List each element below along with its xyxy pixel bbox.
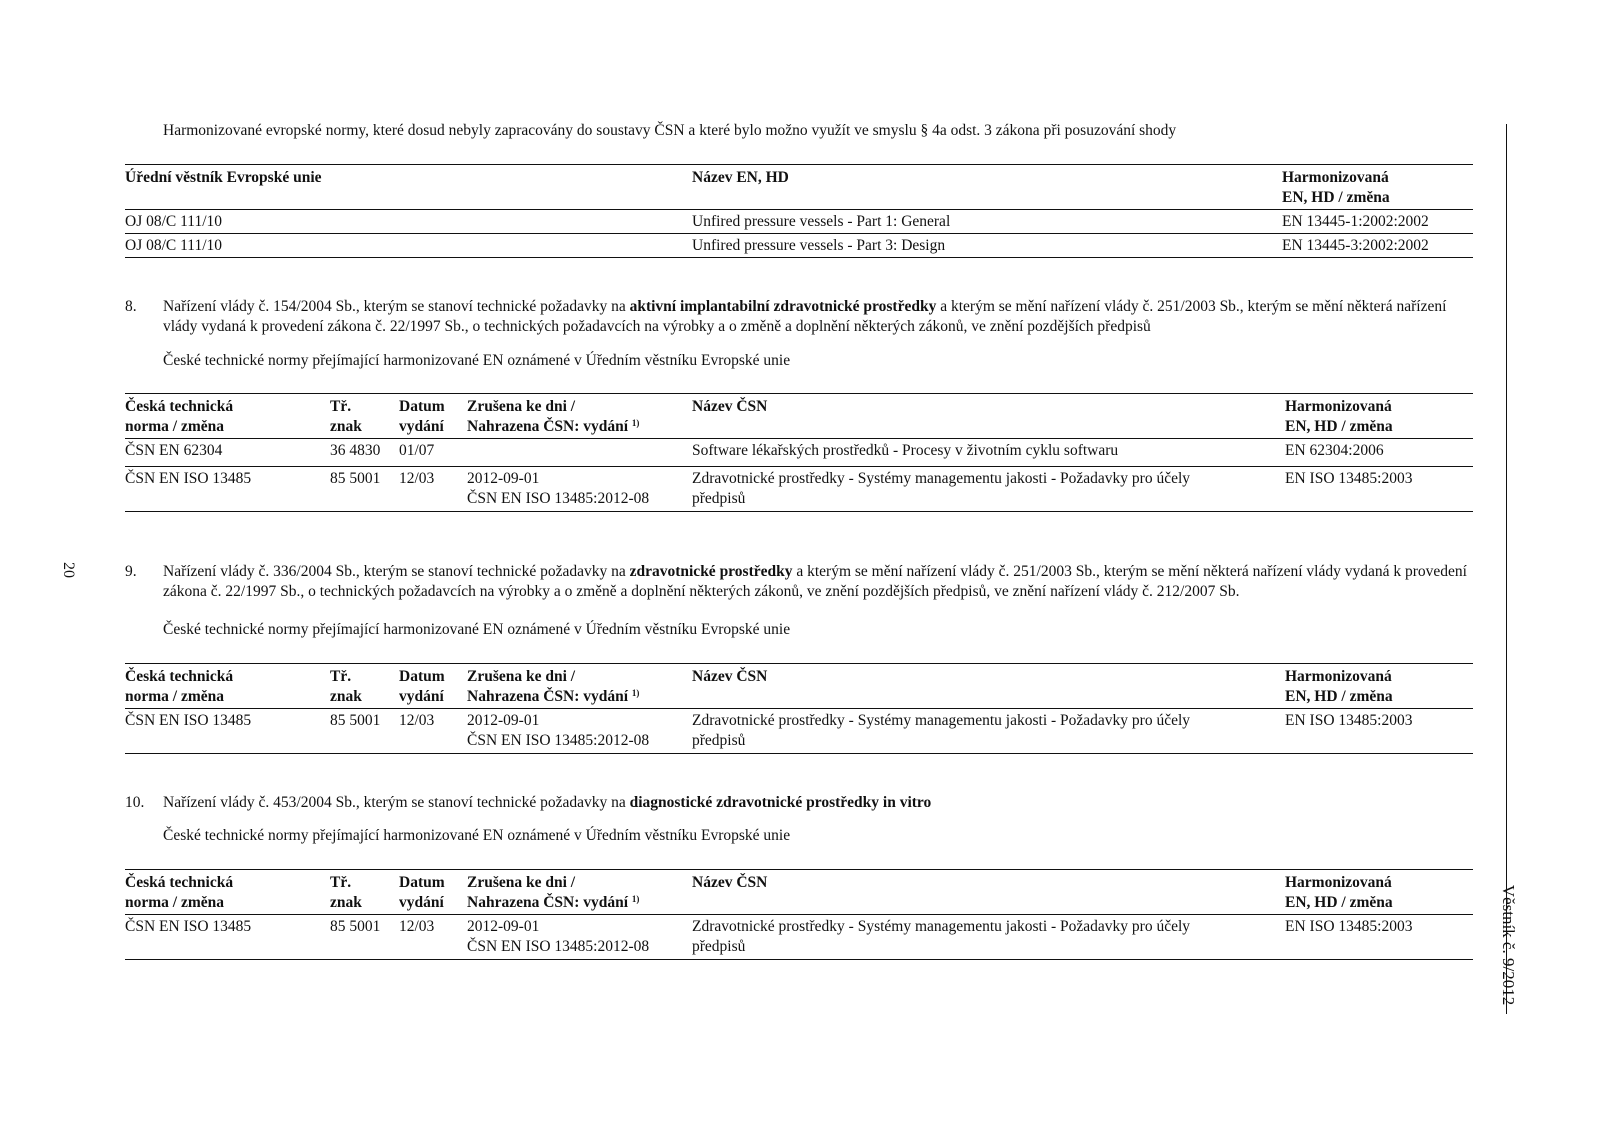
header-nazev: Název ČSN — [692, 668, 768, 685]
sub-heading: České technické normy přejímající harmonizované EN oznámené v Úředním věstníku Evropské unie — [163, 621, 791, 638]
header-datum: Datum — [399, 874, 445, 891]
table-rule — [125, 164, 1473, 165]
section-text — [163, 793, 1473, 813]
section-text-bold: diagnostické zdravotnické prostředky in vitro — [629, 794, 932, 811]
header-norma-2: norma / změna — [125, 894, 225, 911]
header-nazev: Název ČSN — [692, 398, 768, 415]
cell-nahrazena: ČSN EN ISO 13485:2012-08 — [467, 732, 650, 749]
sub-heading: České technické normy přejímající harmonizované EN oznámené v Úředním věstníku Evropské unie — [163, 352, 791, 369]
cell-znak: 85 5001 — [330, 470, 381, 487]
header-datum-2: vydání — [399, 894, 444, 911]
header-harmonized-2: EN, HD / změna — [1285, 894, 1393, 911]
table-rule — [125, 466, 1473, 467]
header-trida-2: znak — [330, 894, 362, 911]
cell-norma: ČSN EN ISO 13485 — [125, 918, 252, 935]
table-rule — [125, 209, 1473, 210]
header-zrusena-2 — [467, 417, 639, 437]
cell-nazev: Software lékařských prostředků - Procesy v životním cyklu softwaru — [692, 442, 1119, 459]
section-number: 10. — [125, 794, 145, 811]
header-norma-2: norma / změna — [125, 418, 225, 435]
table-rule — [125, 959, 1473, 960]
header-datum: Datum — [399, 398, 445, 415]
cell-datum: 12/03 — [399, 712, 435, 729]
table-rule — [125, 753, 1473, 754]
sub-heading: České technické normy přejímající harmonizované EN oznámené v Úředním věstníku Evropské unie — [163, 827, 791, 844]
cell-oj: OJ 08/C 111/10 — [125, 237, 223, 254]
table-rule — [125, 393, 1473, 394]
table-rule — [125, 233, 1473, 234]
cell-harmonized: EN ISO 13485:2003 — [1285, 470, 1413, 487]
table-rule — [125, 438, 1473, 439]
header-harmonized-1: Harmonizovaná — [1285, 398, 1392, 415]
cell-norma: ČSN EN 62304 — [125, 442, 223, 459]
cell-nazev: Zdravotnické prostředky - Systémy managementu jakosti - Požadavky pro účely — [692, 918, 1191, 935]
table-rule — [125, 869, 1473, 870]
table-rule — [125, 663, 1473, 664]
table-rule — [125, 257, 1473, 258]
cell-harmonized: EN 13445-1:2002:2002 — [1282, 213, 1429, 230]
section-text — [163, 297, 1473, 337]
cell-oj: OJ 08/C 111/10 — [125, 213, 223, 230]
intro-paragraph: Harmonizované evropské normy, které dosud nebyly zapracovány do soustavy ČSN a které bylo možno využít ve smyslu § 4a odst. 3 zákona při posuzování shody — [163, 122, 1177, 139]
header-zrusena-text: Nahrazena ČSN: vydání — [467, 688, 629, 705]
section-text-bold: aktivní implantabilní zdravotnické prostředky — [629, 298, 937, 315]
cell-en-name: Unfired pressure vessels - Part 1: General — [692, 213, 951, 230]
footnote-mark: 1) — [631, 894, 640, 904]
header-zrusena-2 — [467, 687, 639, 707]
cell-datum: 01/07 — [399, 442, 435, 459]
header-harmonized-2: EN, HD / změna — [1285, 688, 1393, 705]
header-harmonized-2: EN, HD / změna — [1285, 418, 1393, 435]
table-rule — [125, 708, 1473, 709]
cell-en-name: Unfired pressure vessels - Part 3: Design — [692, 237, 946, 254]
cell-nahrazena: ČSN EN ISO 13485:2012-08 — [467, 490, 650, 507]
cell-datum: 12/03 — [399, 918, 435, 935]
cell-norma: ČSN EN ISO 13485 — [125, 470, 252, 487]
header-zrusena-2 — [467, 893, 639, 913]
cell-harmonized: EN ISO 13485:2003 — [1285, 918, 1413, 935]
header-zrusena: Zrušena ke dni / — [467, 874, 576, 891]
section-text-post: a kterým se mění nařízení vlády č. 251/2003 Sb., kterým se mění některá nařízení vlády vydaná k provedení zákona č. 22/1997 Sb., o technických požadavcích na výrobky a o změně a doplnění některých zákonů, ve znění pozdějších předpisů, ve znění nařízení vlády č. 212/2007 Sb. — [163, 563, 1467, 600]
header-datum: Datum — [399, 668, 445, 685]
section-text-post: a kterým se mění nařízení vlády č. 251/2003 Sb., kterým se mění některá nařízení vlády vydaná k provedení zákona č. 22/1997 Sb., o technických požadavcích na výrobky a o změně a doplnění některých zákonů, ve znění pozdějších předpisů — [163, 298, 1447, 335]
header-trida: Tř. — [330, 668, 352, 685]
cell-norma: ČSN EN ISO 13485 — [125, 712, 252, 729]
cell-znak: 85 5001 — [330, 712, 381, 729]
section-text-pre: Nařízení vlády č. 453/2004 Sb., kterým se stanoví technické požadavky na — [163, 794, 630, 811]
header-zrusena: Zrušena ke dni / — [467, 398, 576, 415]
header-zrusena: Zrušena ke dni / — [467, 668, 576, 685]
header-norma: Česká technická — [125, 874, 234, 891]
header-zrusena-text: Nahrazena ČSN: vydání — [467, 418, 629, 435]
cell-harmonized: EN ISO 13485:2003 — [1285, 712, 1413, 729]
header-trida-2: znak — [330, 688, 362, 705]
header-official-journal: Úřední věstník Evropské unie — [125, 169, 322, 186]
section-text — [163, 562, 1473, 602]
section-number: 9. — [125, 563, 137, 580]
cell-nahrazena: ČSN EN ISO 13485:2012-08 — [467, 938, 650, 955]
header-norma: Česká technická — [125, 398, 234, 415]
cell-znak: 85 5001 — [330, 918, 381, 935]
cell-zrusena: 2012-09-01 — [467, 712, 540, 729]
cell-datum: 12/03 — [399, 470, 435, 487]
cell-zrusena: 2012-09-01 — [467, 918, 540, 935]
cell-zrusena: 2012-09-01 — [467, 470, 540, 487]
header-harmonized-2: EN, HD / změna — [1282, 189, 1390, 206]
header-en-name: Název EN, HD — [692, 169, 789, 186]
cell-nazev: Zdravotnické prostředky - Systémy managementu jakosti - Požadavky pro účely — [692, 712, 1191, 729]
header-trida: Tř. — [330, 398, 352, 415]
header-harmonized-1: Harmonizovaná — [1285, 874, 1392, 891]
header-norma-2: norma / změna — [125, 688, 225, 705]
header-trida: Tř. — [330, 874, 352, 891]
cell-harmonized: EN 13445-3:2002:2002 — [1282, 237, 1429, 254]
header-zrusena-text: Nahrazena ČSN: vydání — [467, 894, 629, 911]
header-norma: Česká technická — [125, 668, 234, 685]
cell-harmonized: EN 62304:2006 — [1285, 442, 1384, 459]
cell-nazev-2: předpisů — [692, 490, 746, 507]
header-trida-2: znak — [330, 418, 362, 435]
cell-nazev-2: předpisů — [692, 938, 746, 955]
cell-nazev: Zdravotnické prostředky - Systémy managementu jakosti - Požadavky pro účely — [692, 470, 1191, 487]
footnote-mark: 1) — [631, 418, 640, 428]
cell-znak: 36 4830 — [330, 442, 381, 459]
table-rule — [125, 914, 1473, 915]
journal-title: Věstník č. 9/2012 — [1499, 884, 1518, 1006]
section-number: 8. — [125, 298, 137, 315]
section-text-pre: Nařízení vlády č. 154/2004 Sb., kterým se stanoví technické požadavky na — [163, 298, 630, 315]
header-harmonized-1: Harmonizovaná — [1282, 169, 1389, 186]
section-text-pre: Nařízení vlády č. 336/2004 Sb., kterým se stanoví technické požadavky na — [163, 563, 630, 580]
header-datum-2: vydání — [399, 418, 444, 435]
header-nazev: Název ČSN — [692, 874, 768, 891]
page-number: 20 — [60, 562, 77, 578]
header-harmonized-1: Harmonizovaná — [1285, 668, 1392, 685]
table-rule — [125, 511, 1473, 512]
cell-nazev-2: předpisů — [692, 732, 746, 749]
footnote-mark: 1) — [631, 688, 640, 698]
header-datum-2: vydání — [399, 688, 444, 705]
section-text-bold: zdravotnické prostředky — [629, 563, 793, 580]
